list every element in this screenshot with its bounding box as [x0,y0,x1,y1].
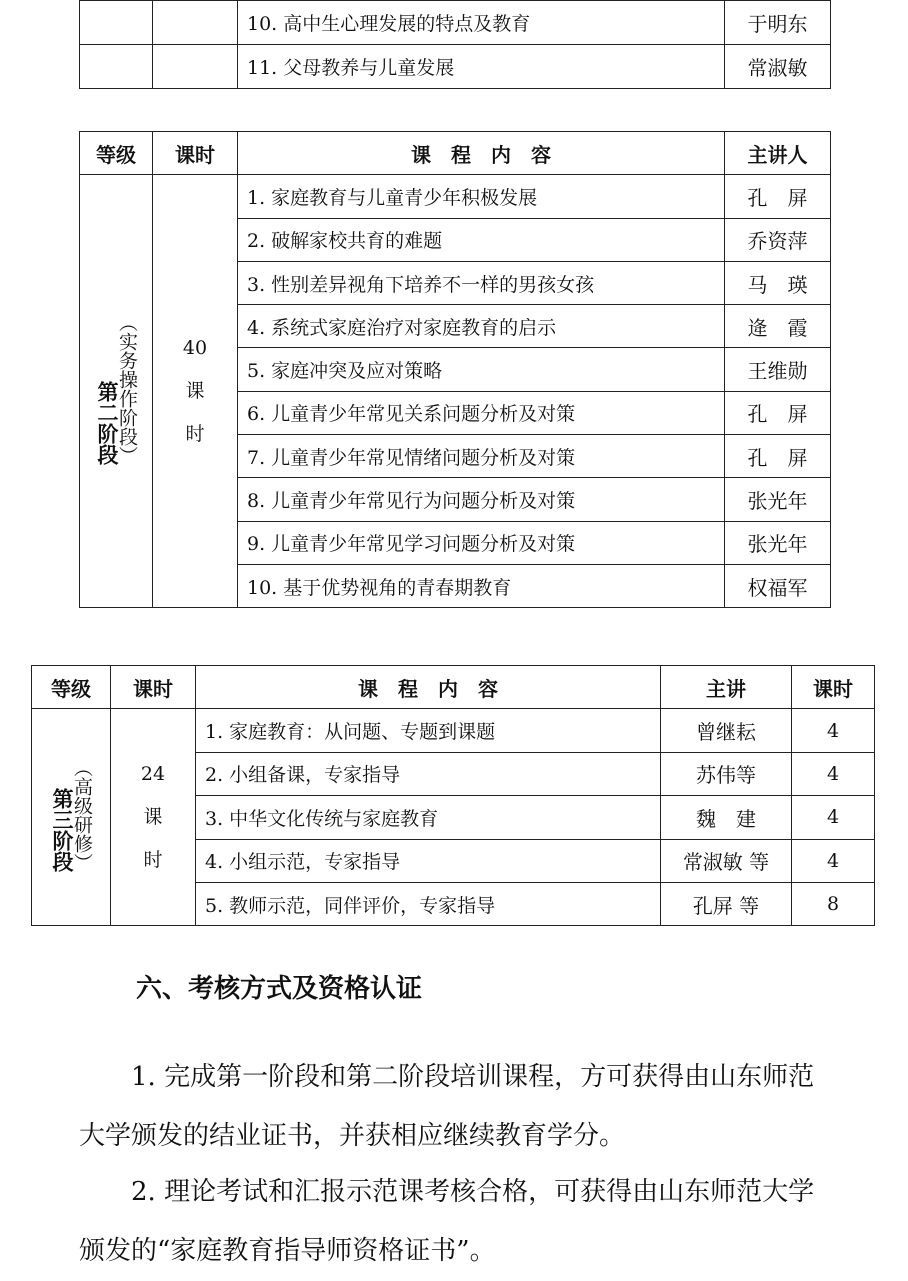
stage-hours-cell [111,709,196,926]
stage-hours-unit-1: 课 [185,379,205,402]
header-lecturer: 主讲人 [725,132,831,175]
stage-subtitle: （高级研修） [71,758,93,873]
header-level: 等级 [80,132,153,175]
lecturer-cell: 孔 屏 [725,175,831,218]
lecturer-cell: 孔 屏 [725,435,831,478]
table-row [80,1,831,45]
section-title: 六、考核方式及资格认证 [136,974,423,1004]
lecturer-cell: 王维勋 [725,348,831,391]
course-cell: 7. 儿童青少年常见情绪问题分析及对策 [238,435,725,478]
class-hours-cell: 4 [792,839,875,882]
paragraph-qualification-certificate: 2. 理论考试和汇报示范课考核合格，可获得由山东师范大学颁发的“家庭教育指导师资格证书”。 [79,1177,815,1266]
header-lecturer: 主讲 [661,666,792,709]
stage-hours-value: 24 [140,762,166,785]
hours-cell [153,45,238,89]
course-cell: 5. 教师示范，同伴评价，专家指导 [196,882,661,925]
course-cell: 10. 基于优势视角的青春期教育 [238,564,725,607]
header-content: 课 程 内 容 [196,666,661,709]
stage2-table [79,131,831,608]
class-hours-cell: 4 [792,709,875,752]
header-hours: 课时 [111,666,196,709]
stage3-table [31,665,875,926]
course-cell: 4. 小组示范，专家指导 [196,839,661,882]
lecturer-cell: 孔 屏 [725,391,831,434]
course-cell: 9. 儿童青少年常见学习问题分析及对策 [238,521,725,564]
course-cell: 1. 家庭教育：从问题、专题到课题 [196,709,661,752]
table-header-row [80,132,831,175]
stage1-table-continuation [79,0,831,89]
course-cell: 2. 破解家校共育的难题 [238,218,725,261]
lecturer-cell: 马 瑛 [725,261,831,304]
lecturer-cell: 张光年 [725,478,831,521]
lecturer-cell: 张光年 [725,521,831,564]
table-row [80,175,831,218]
course-cell: 5. 家庭冲突及应对策略 [238,348,725,391]
course-cell: 11. 父母教养与儿童发展 [238,45,725,89]
lecturer-cell: 苏伟等 [661,752,792,795]
lecturer-cell: 逄 霞 [725,305,831,348]
stage-hours-cell [153,175,238,608]
lecturer-cell: 乔资萍 [725,218,831,261]
stage-subtitle: （实务操作阶段） [116,313,138,466]
stage-hours-unit-1: 课 [143,805,163,828]
course-cell: 3. 性别差异视角下培养不一样的男孩女孩 [238,261,725,304]
table-header-row [32,666,875,709]
lecturer-cell: 常淑敏 [725,45,831,89]
course-cell: 8. 儿童青少年常见行为问题分析及对策 [238,478,725,521]
stage-label-cell [32,709,111,926]
lecturer-cell: 曾继耘 [661,709,792,752]
stage-title: 第三阶段 [50,788,74,873]
table-row [32,709,875,752]
paragraph-completion-certificate: 1. 完成第一阶段和第二阶段培训课程，方可获得由山东师范大学颁发的结业证书，并获相应继续教育学分。 [79,1062,815,1151]
header-content: 课 程 内 容 [238,132,725,175]
lecturer-cell: 常淑敏 等 [661,839,792,882]
stage-label-cell [80,175,153,608]
course-cell: 3. 中华文化传统与家庭教育 [196,796,661,839]
course-cell: 6. 儿童青少年常见关系问题分析及对策 [238,391,725,434]
class-hours-cell: 4 [792,752,875,795]
lecturer-cell: 孔屏 等 [661,882,792,925]
table-row [80,45,831,89]
course-cell: 2. 小组备课，专家指导 [196,752,661,795]
stage-hours-value: 40 [182,336,208,359]
level-cell [80,1,153,45]
header-level: 等级 [32,666,111,709]
course-cell: 10. 高中生心理发展的特点及教育 [238,1,725,45]
lecturer-cell: 于明东 [725,1,831,45]
class-hours-cell: 4 [792,796,875,839]
header-class-hours: 课时 [792,666,875,709]
stage-title: 第二阶段 [95,381,119,466]
class-hours-cell: 8 [792,882,875,925]
course-cell: 4. 系统式家庭治疗对家庭教育的启示 [238,305,725,348]
header-hours: 课时 [153,132,238,175]
stage-hours-unit-2: 时 [143,848,163,871]
stage-hours-unit-2: 时 [185,422,205,445]
lecturer-cell: 魏 建 [661,796,792,839]
course-cell: 1. 家庭教育与儿童青少年积极发展 [238,175,725,218]
level-cell [80,45,153,89]
hours-cell [153,1,238,45]
lecturer-cell: 权福军 [725,564,831,607]
